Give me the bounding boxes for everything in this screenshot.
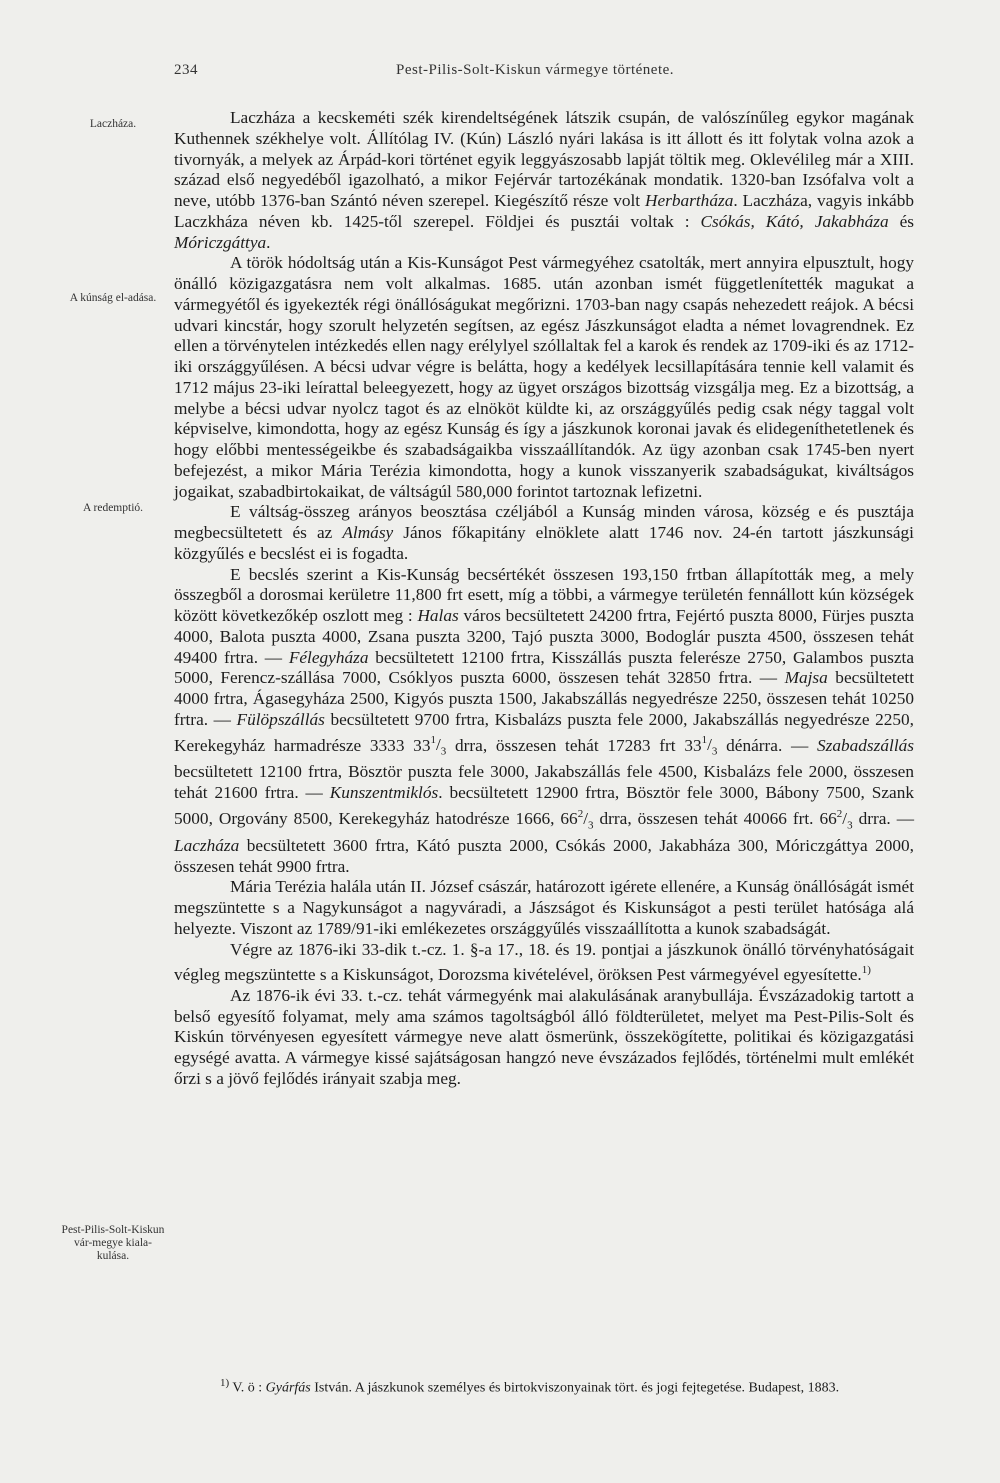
footnote: $^{1)}$ V. ö : Gyárfás István. A jászkunok személyes és birtokviszonyainak tört. és jogi fejtegetése. Budapest, 1883. (220, 1377, 840, 1396)
paragraph-laczhaza: Laczháza a kecskeméti szék kirendeltségének látszik csupán, de valószínűleg egykor magának Kuthennek székhelye volt. Állítólag IV. (Kún) László nyári lakása is itt állott és itt folytak volna azok a tivornyák, a melyek az Árpád-kori történet egyik leggyászosabb lapját töltik meg. Oklevélileg már a XIII. század első negyedéből igazolható, a mikor Fejérvár tartozékának mondatik. 1320-ban Izsófalva volt a neve, utóbb 1376-ban Szántó néven szerepel. Kiegészítő része volt Herbartháza. Laczháza, vagyis inkább Laczkháza néven kb. 1425-től szerepel. Földjei és pusztái voltak : Csókás, Kátó, Jakabháza és Móriczgáttya. (174, 108, 915, 252)
body-text (174, 108, 914, 1090)
paragraph-jozsef: Mária Terézia halála után II. József császár, határozott igérete ellenére, a Kunság önállóságát ismét megszüntette s a Nagykunságot a nagyváradi, a Jászságot és Kiskunságot a pesti terület hatósága alá helyezte. Viszont az 1789/91-iki emlékezetes országgyűlés visszaállította a kunok szabadságát. (174, 877, 914, 938)
margin-note-kunsag-eladasa: A kúnság el-adása. (69, 292, 157, 304)
running-title: Pest-Pilis-Solt-Kiskun vármegye története. (396, 62, 675, 78)
page-header (174, 62, 914, 86)
paragraph-1876: Végre az 1876-iki 33-dik t.-cz. 1. §-a 17., 18. és 19. pontjai a jászkunok önálló törvényhatóságait végleg megszüntette s a Kiskunságot, Dorozsma kivételével, öröksen Pest vármegyével egyesítette.$^{1)}$ (174, 939, 914, 985)
paragraph-aranybulla: Az 1876-ik évi 33. t.-cz. tehát vármegyénk mai alakulásának aranybullája. Évszázadokig tartott a belső egyesítő folyamat, mely ama számos tagoltságból álló földterületet, melyet ma Pest-Pilis-Solt és Kiskún törvényesen egyesített vármegye neve alatt ösmerünk, összekögítette, politikai és közigazgatási egységé avatta. A vármegye kissé sajátságosan hangzó neve évszázados fejlődés, történelmi mult emlékét őrzi s a jövő fejlődés irányait szabja meg. (174, 985, 914, 1088)
margin-note-laczhaza: Laczháza. (89, 118, 137, 130)
footnote-reference: 1) (861, 964, 871, 977)
paragraph-valtsag: E váltság-összeg arányos beosztása czéljából a Kunság minden városa, község e és pusztája megbecsültetett és az Almásy János főkapitány elnöklete alatt 1746 nov. 24-én tartott jászkunsági közgyűlés e becslést ei is fogadta. (174, 502, 914, 563)
footnote-mark: 1) (220, 1377, 230, 1389)
page-number: 234 (174, 62, 198, 78)
paragraph-kunsag-eladasa: A török hódoltság után a Kis-Kunságot Pest vármegyéhez csatolták, mert annyira elpusztult, hogy önálló közigazgatásra nem volt alkalmas. 1685. után azonban ismét függetlenítették magukat a vármegyétől és igyekezték régi önállóságukat megőrizni. 1703-ban nagy csapás nehezedett reájok. A bécsi udvari kincstár, hogy szorult helyzetén segítsen, az egész Jászkunságot eladta a német lovagrendnek. Ez ellen a törvénytelen intézkedés ellen nagy erélylyel szóllaltak fel a karok és rendek az 1709-iki és az 1712-iki országgyűlésen. A bécsi udvar végre is belátta, hogy a kedélyek lecsillapítására tennie kell valamit és 1712 május 23-iki leírattal beleegyezett, hogy az ügyet országos bizottság vizsgálja meg. Ez a bizottság, a melybe a bécsi udvar nyolcz tagot és az elnököt küldte ki, az országgyűlés pedig csak négy taggal volt képviselve, kimondotta, hogy az egész Kunság és így a jászkunok koronai javak és elidegeníthetetlenek és hogy előbbi mentességeikbe és szabadságaikba visszaállítandók. Az ügy azonban csak 1745-ben nyert befejezést, a mikor Mária Terézia kimondotta, hogy a kunok visszanyerik szabadságukat, kiváltságos jogaikat, szabadbirtokaikat, de váltságúl 580,000 forintot tartoznak lefizetni. (174, 253, 914, 501)
footnote-author: Gyárfás (265, 1380, 311, 1396)
paragraph-becsles: E becslés szerint a Kis-Kunság becsértékét összesen 193,150 frtban állapították meg, a mely összegből a dorosmai kerületre 11,800 frt esett, míg a többi, a vármegye területén fennállott kún községek között következőkép oszlott meg : Halas város becsültetett 24200 frtra, Fejértó puszta 8000, Fürjes puszta 4000, Balota puszta 4000, Zsana puszta 3200, Tajó puszta 3000, Bodoglár puszta 4500, összesen tehát 49400 frtra. — Félegyháza becsültetett 12100 frtra, Kisszállás puszta felerésze 2750, Galambos puszta 5000, Ferencz-szállása 7000, Csóklyos puszta 6000, összesen tehát 32850 frtra. — Majsa becsültetett 4000 frtra, Ágasegyháza 2500, Kigyós puszta 1500, Jakabszállás negyedrésze 2250, összesen tehát 10250 frtra. — Fülöpszállás becsültetett 9700 frtra, Kisbalázs puszta fele 2000, Jakabszállás negyedrésze 2250, Kerekegyház harmadrésze 3333 $33^1/_3$ drra, összesen tehát 17283 frt $33^1/_3$ dénárra. — Szabadszállás becsültetett 12100 frtra, Bösztör puszta fele 3000, Jakabszállás fele 4500, Kisbalázs fele 2000, összesen tehát 21600 frtra. — Kunszentmiklós. becsültetett 12900 frtra, Bösztör fele 3000, Bábony 7500, Szank 5000, Orgovány 8500, Kerekegyház hatodrésze 1666, $66^2/_3$ drra, összesen tehát 40066 frt. $66^2/_3$ drra. — Laczháza becsültetett 3600 frtra, Kátó puszta 2000, Csókás 2000, Jakabháza 300, Móriczgáttya 2000, összesen tehát 9900 frtra. (174, 564, 914, 876)
margin-note-kialakulas: Pest-Pilis-Solt-Kiskun vár-megye kiala-kulása. (61, 1224, 165, 1262)
margin-note-redemptio: A redemptió. (82, 502, 144, 514)
